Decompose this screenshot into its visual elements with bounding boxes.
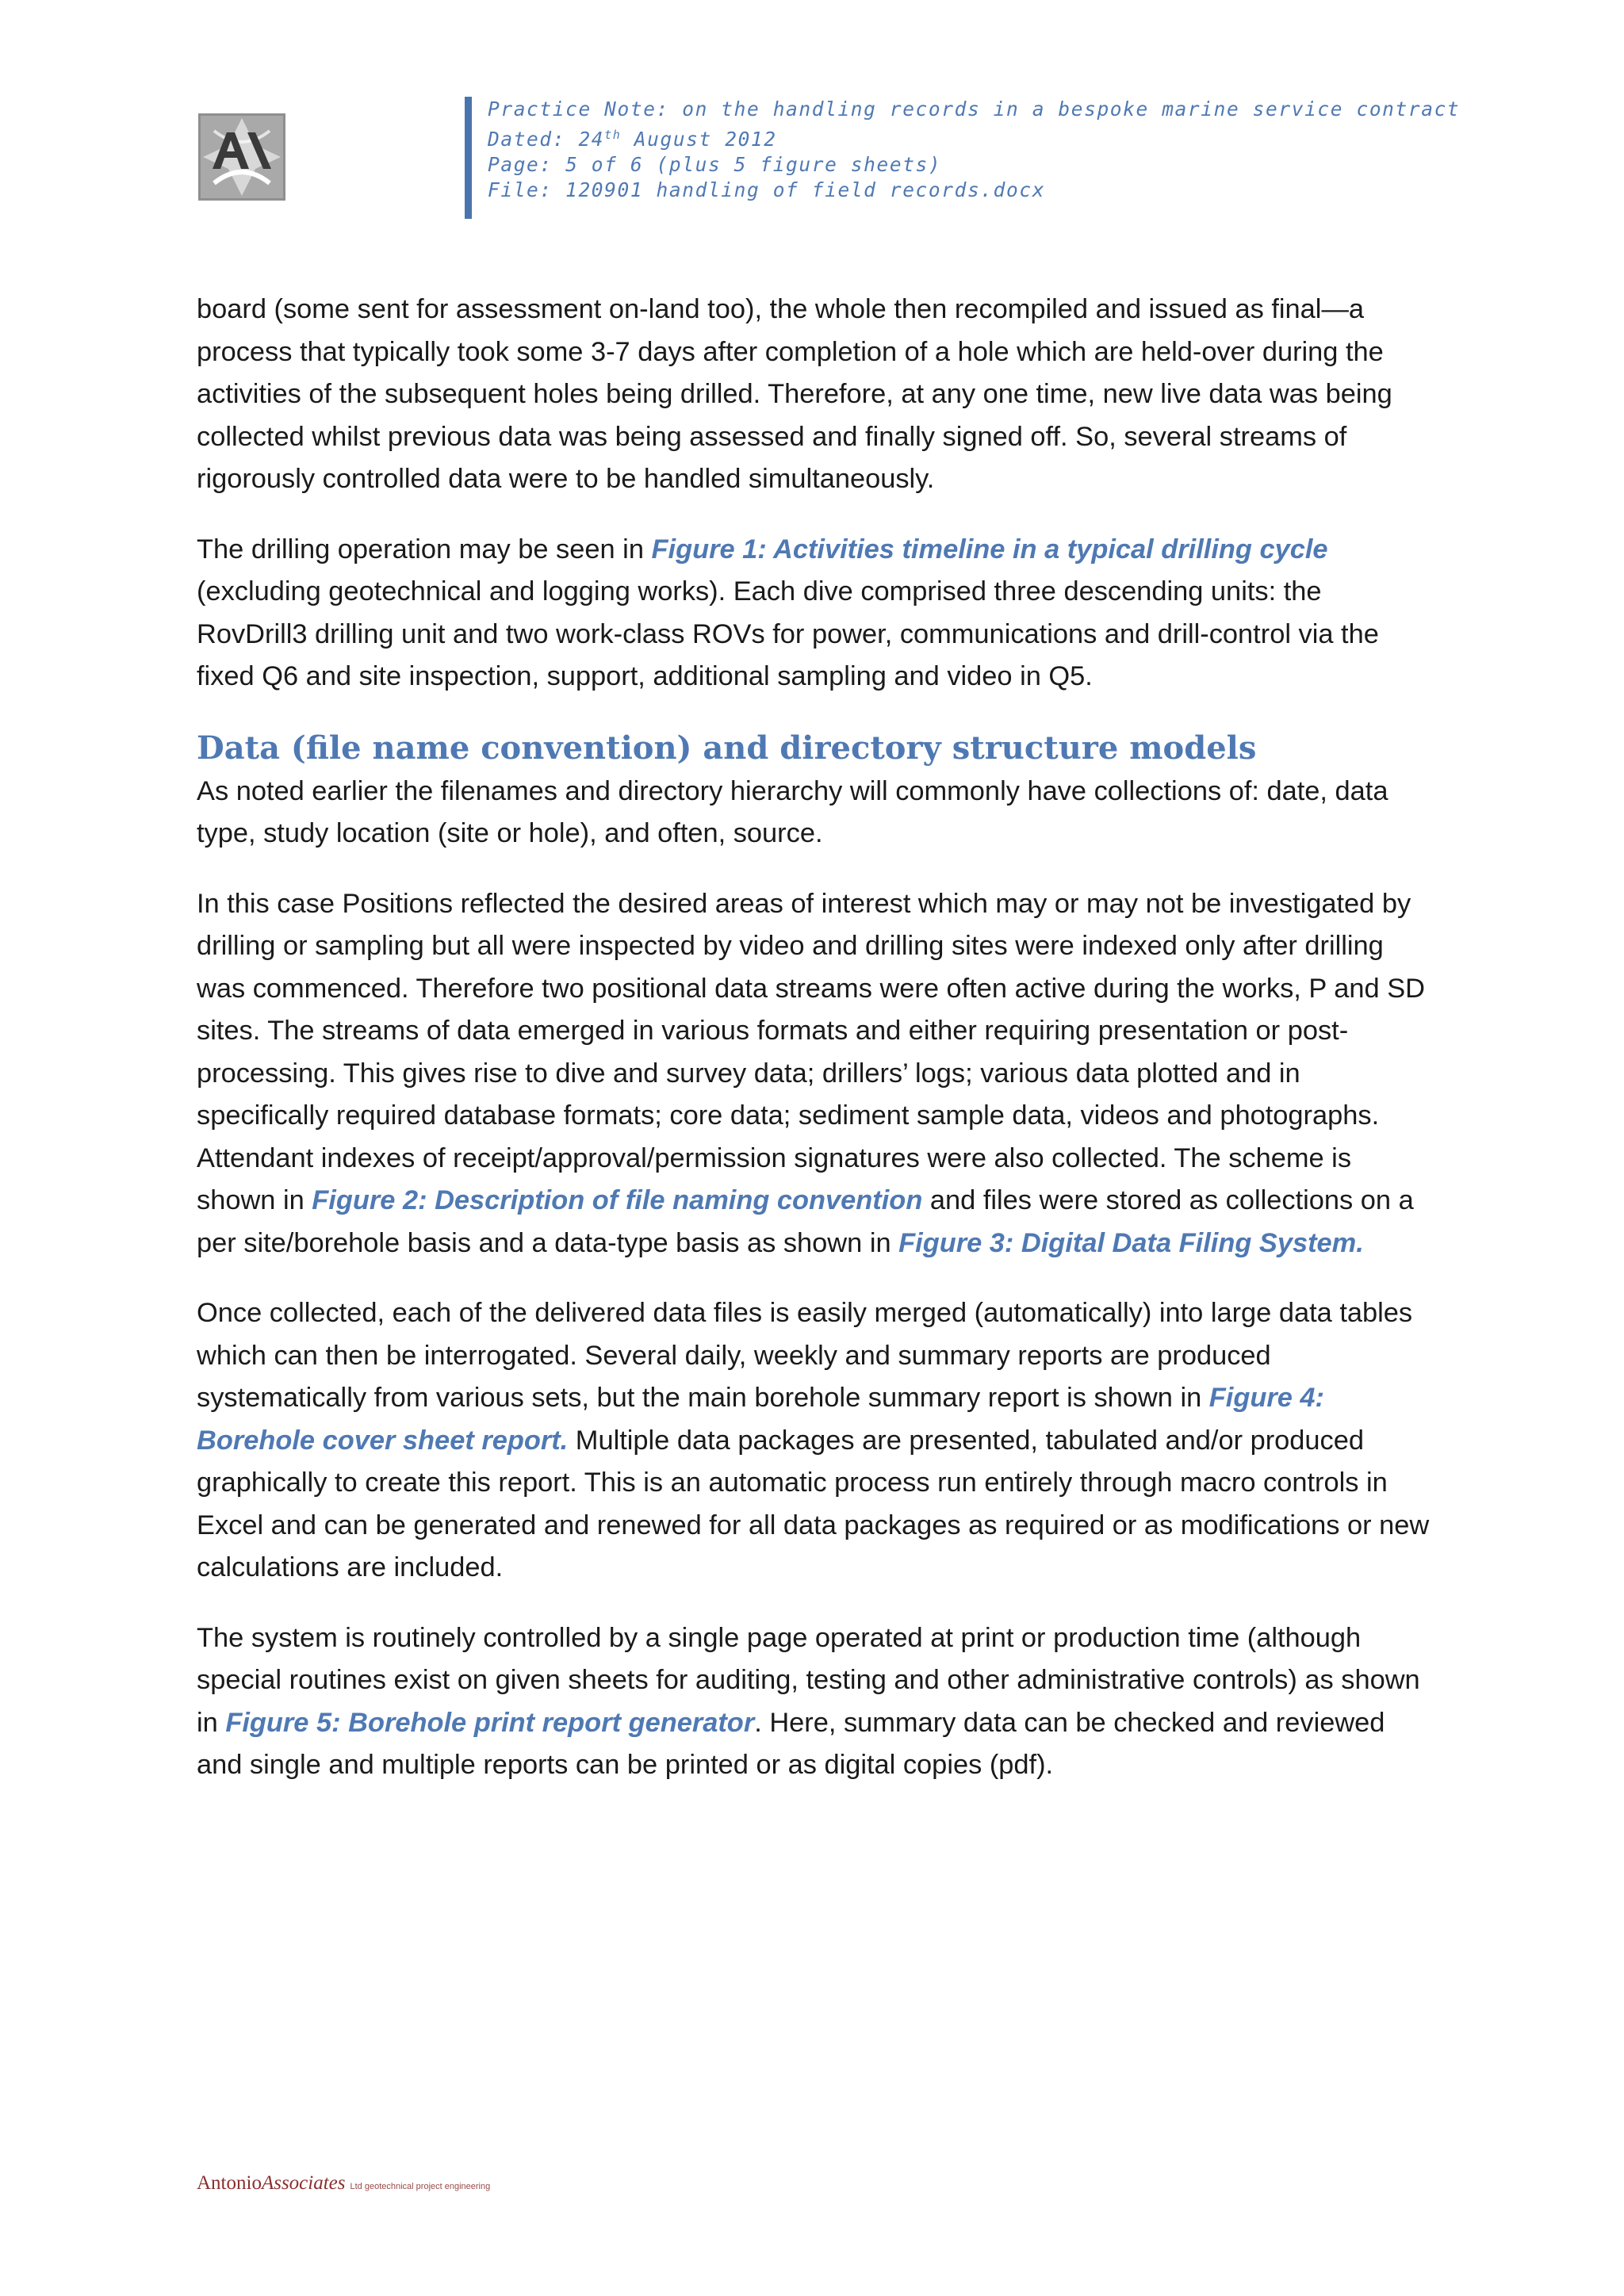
document-header [465, 97, 1461, 219]
footer-tagline: Ltd geotechnical project engineering [350, 2182, 491, 2191]
company-logo-icon [198, 113, 285, 201]
header-page: Page: 5 of 6 (plus 5 figure sheets) [488, 153, 942, 177]
paragraph-6: The system is routinely controlled by a single page operated at print or production time (although special routines exist on given sheets for auditing, testing and other administrative controls) as shown in Figure 5: Borehole print report generator. Here, summary data can be checked and reviewed and single and multiple reports can be printed or as digital copies (pdf). [197, 1622, 1420, 1780]
figure-2-reference[interactable]: Figure 2: Description of file naming convention [312, 1185, 923, 1215]
footer-name-part2: Associates [261, 2172, 346, 2194]
footer-name-part1: Antonio [197, 2172, 262, 2194]
paragraph-2: The drilling operation may be seen in Figure 1: Activities timeline in a typical drilling cycle (excluding geotechnical and logging works). Each dive comprised three descending units: the RovDrill3 drilling unit and two work-class ROVs for power, communications and drill-control via the fixed Q6 and site inspection, support, additional sampling and video in Q5. [197, 534, 1379, 691]
header-date: Dated: 24th August 2012 [488, 128, 777, 151]
header-title: Practice Note: on the handling records in a bespoke marine service contract [488, 98, 1461, 121]
section-heading: Data (file name convention) and directory structure models [197, 729, 1257, 767]
figure-1-reference[interactable]: Figure 1: Activities timeline in a typical drilling cycle [651, 534, 1328, 564]
figure-3-reference[interactable]: Figure 3: Digital Data Filing System. [898, 1227, 1364, 1258]
figure-4-reference[interactable]: Figure 4: Borehole cover sheet report. [197, 1383, 1325, 1456]
paragraph-1: board (some sent for assessment on-land too), the whole then recompiled and issued as final—a process that typically took some 3-7 days after completion of a hole which are held-over during the activities of the subsequent holes being drilled. Therefore, at any one time, new live data was being collected whilst previous data was being assessed and finally signed off. So, several streams of rigorously controlled data were to be handled simultaneously. [197, 294, 1392, 494]
paragraph-3: As noted earlier the filenames and directory hierarchy will commonly have collections of: date, data type, study location (site or hole), and often, source. [197, 775, 1388, 848]
paragraph-4: In this case Positions reflected the desired areas of interest which may or may not be investigated by drilling or sampling but all were inspected by video and drilling sites were indexed only after drilling was commenced. Therefore two positional data streams were often active during the works, P and SD sites. The streams of data emerged in various formats and either requiring presentation or post-processing. This gives rise to dive and survey data; drillers’ logs; various data plotted and in specifically required database formats; core data; sediment sample data, videos and photographs. Attendant indexes of receipt/approval/permission signatures were also collected. The scheme is shown in Figure 2: Description of file naming convention and files were stored as collections on a per site/borehole basis and a data-type basis as shown in Figure 3: Digital Data Filing System. [197, 888, 1425, 1258]
footer-company-name [197, 2172, 490, 2195]
paragraph-5: Once collected, each of the delivered data files is easily merged (automatically) into large data tables which can then be interrogated. Several daily, weekly and summary reports are produced systematically from various sets, but the main borehole summary report is shown in Figure 4: Borehole cover sheet report. Multiple data packages are presented, tabulated and/or produced graphically to create this report. This is an automatic process run entirely through macro controls in Excel and can be generated and renewed for all data packages as required or as modifications or new calculations are included. [197, 1298, 1430, 1582]
document-body [197, 289, 1434, 1815]
figure-5-reference[interactable]: Figure 5: Borehole print report generator [225, 1707, 755, 1738]
header-file: File: 120901 handling of field records.docx [488, 178, 1046, 202]
